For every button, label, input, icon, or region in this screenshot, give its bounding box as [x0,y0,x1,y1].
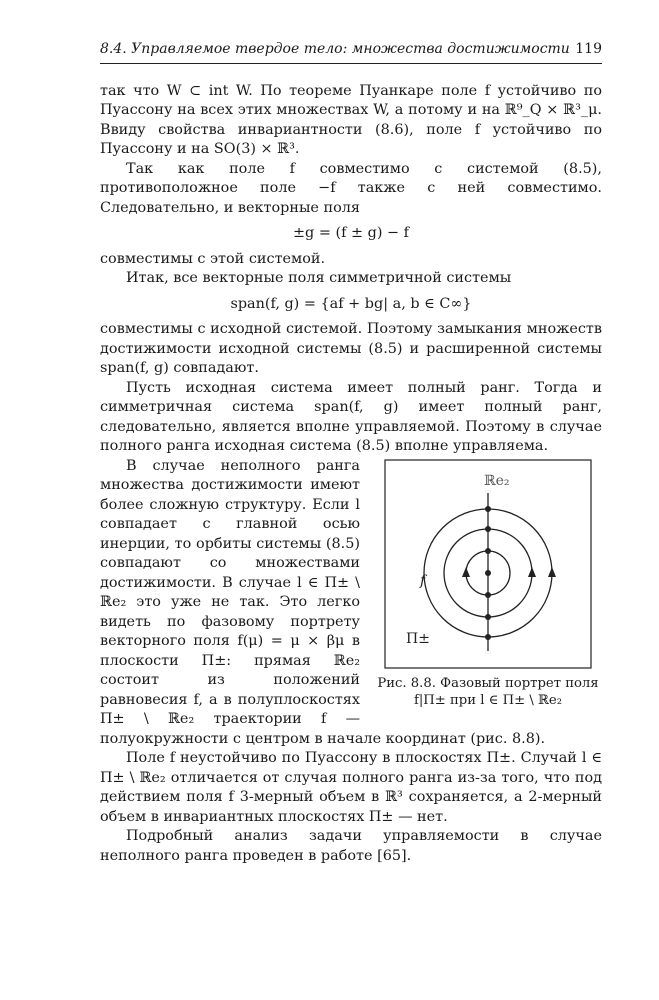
page-number: 119 [575,41,602,57]
paragraph-1: так что W ⊂ int W. По теореме Пуанкаре поле f устойчиво по Пуассону на всех этих множествах W, а потому и на ℝ⁹_Q × ℝ³_μ. Ввиду свойства инвариантности (8.6), поле f устойчиво по Пуассону и на SO(3) × ℝ³. [100,82,602,157]
running-header [100,40,602,64]
equation-1: ±g = (f ± g) − f [293,225,409,241]
paragraph-5: совместимы с исходной системой. Поэтому замыкания множеств достижимости исходной системы (8.5) и расширенной системы span(f, g) совпадают. [100,321,602,376]
paragraph-4: Итак, все векторные поля симметричной системы [126,270,512,286]
paragraph-9: Подробный анализ задачи управляемости в случае неполного ранга проведен в работе [65]. [100,828,602,864]
field-label: f [420,572,426,589]
equation-2: span(f, g) = {af + bg| a, b ∈ C∞} [230,295,472,312]
paragraph-6: Пусть исходная система имеет полный ранг. Тогда и симметричная система span(f, g) имеет полный ранг, следовательно, является вполне управляемой. Поэтому в случае полного ранга исходная система (8.5) вполне управляема. [100,379,602,454]
page [100,40,602,866]
paragraph-8: Поле f неустойчиво по Пуассону в плоскостях Π±. Случай l ∈ Π± \ ℝe₂ отличается от случая полного ранга из-за того, что под действием поля f 3-мерный объем в ℝ³ сохраняется, а 2-мерный объем в инвариантных плоскостях Π± — нет. [100,750,602,825]
header-section-title: 8.4. Управляемое твердое тело: множества достижимости [100,41,570,57]
paragraph-3: совместимы с этой системой. [100,250,326,267]
figure-8-8 [374,459,602,709]
axis-label: ℝe₂ [484,472,510,489]
plane-label: Π± [406,630,430,647]
figure-caption: Рис. 8.8. Фазовый портрет поля f|Π± при l ∈ Π± \ ℝe₂ [377,675,599,708]
paragraph-2: Так как поле f совместимо с системой (8.5), противоположное поле −f также с ней совместимо. Следовательно, и векторные поля [100,160,602,216]
phase-portrait-diagram [384,459,592,669]
paragraph-7: В случае неполного ранга множества достижимости имеют более сложную структуру. Если l совпадает с главной осью инерции, то орбиты системы (8.5) совпадают со множествами достижимости. В случае l ∈ Π± \ ℝe₂ это уже не так. Это легко видеть по фазовому портрету векторного поля f(μ) = μ × βμ в плоскости Π±: прямая ℝe₂ состоит из положений равновесия f, а в полуплоскостях Π± \ ℝe₂ траектории f — полуокружности с центром в начале координат (рис. 8.8). [100,457,546,747]
